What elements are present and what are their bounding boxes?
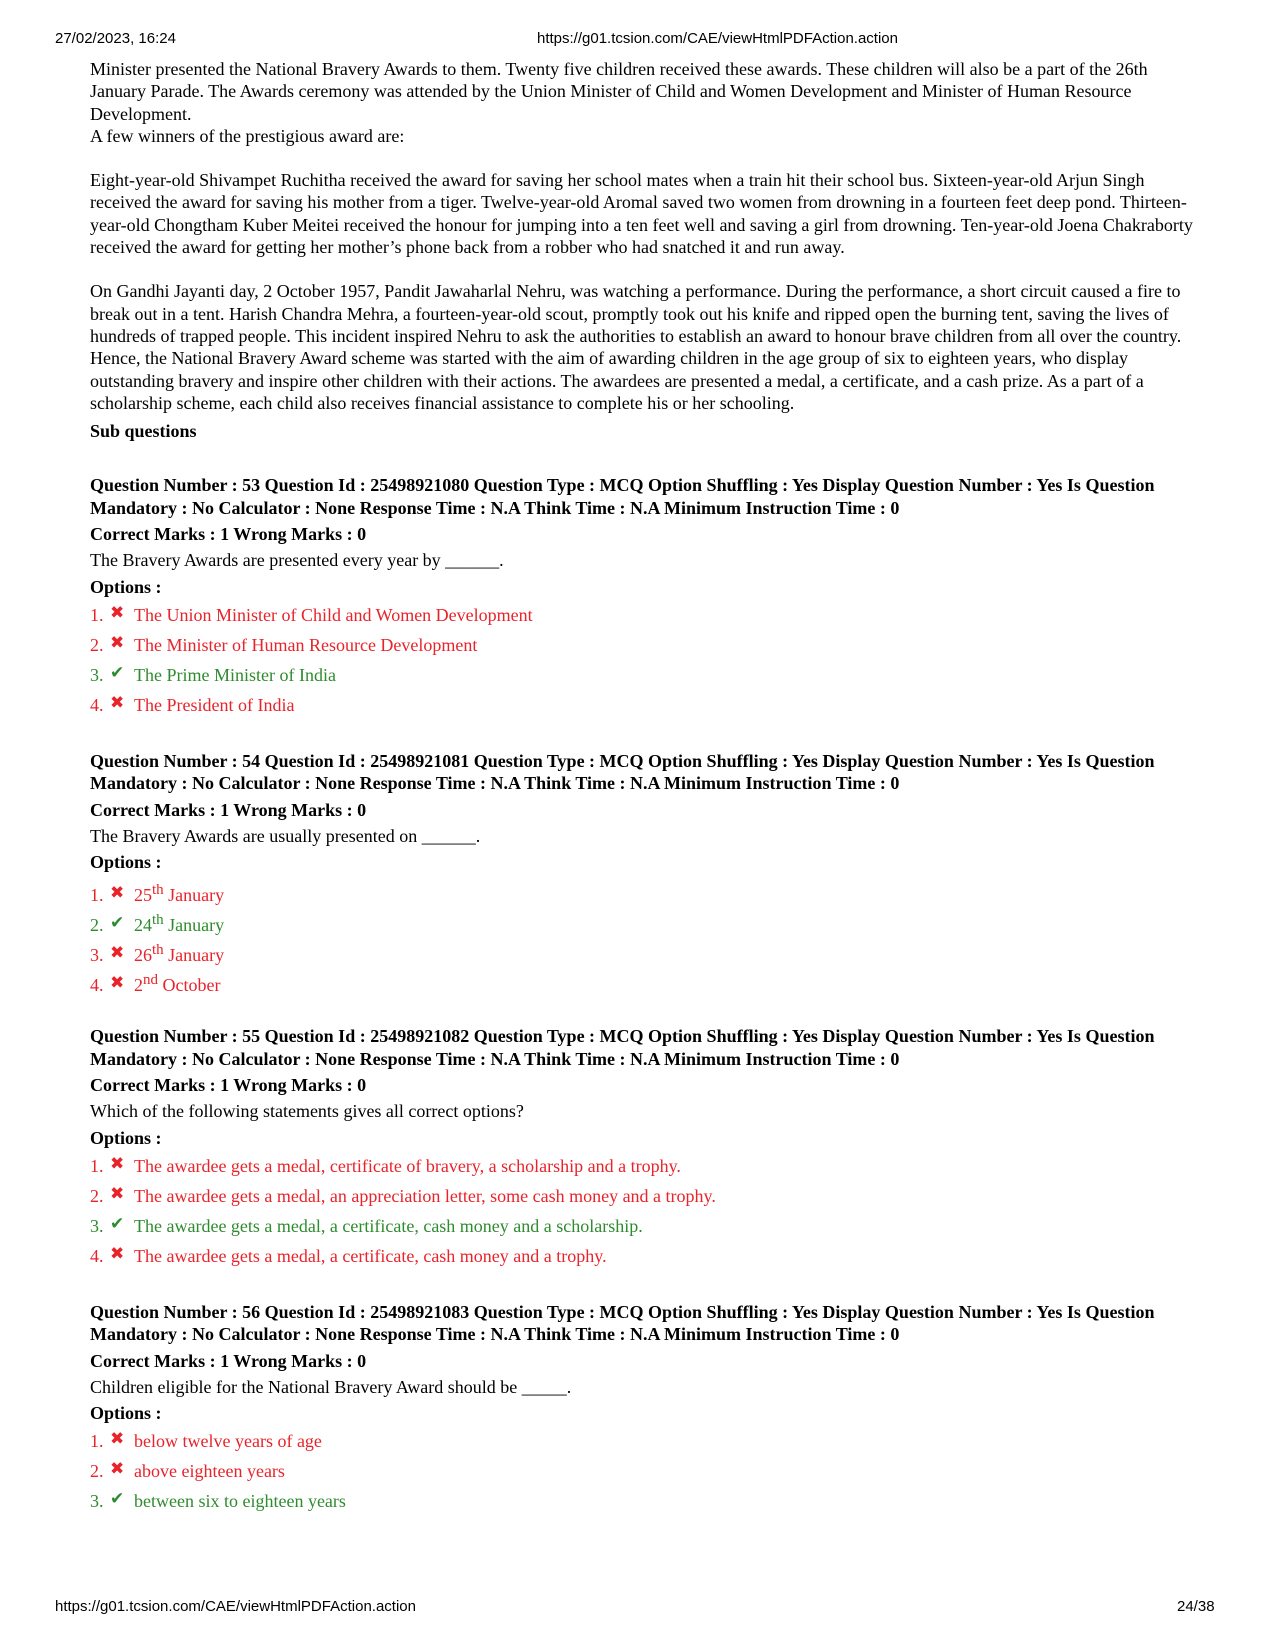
option-item (90, 1456, 1200, 1486)
option-text: above eighteen years (134, 1461, 285, 1482)
question-text: Children eligible for the National Bravery Award should be _____. (90, 1376, 572, 1397)
passage-paragraph: A few winners of the prestigious award are: (90, 125, 405, 146)
option-text: The awardee gets a medal, an appreciation letter, some cash money and a trophy. (134, 1185, 716, 1206)
option-text: The President of India (134, 694, 295, 715)
question-meta: Question Number : 54 Question Id : 25498921081 Question Type : MCQ Option Shuffling : Yes Display Question Number : Yes Is Question Mandatory : No Calculator : None Response Time : N.A Think Time : N.A Minimum Instruction Time : 0 (90, 750, 1155, 794)
options-label: Options : (90, 576, 162, 597)
option-text: The awardee gets a medal, a certificate, cash money and a scholarship. (134, 1215, 643, 1236)
question-text: The Bravery Awards are usually presented on ______. (90, 825, 481, 846)
option-month: October (158, 975, 221, 996)
option-item (90, 660, 1200, 690)
cross-mark-icon: ✖ (110, 883, 125, 904)
option-item (90, 935, 1200, 965)
cross-mark-icon: ✖ (110, 632, 125, 653)
option-number: 3. (90, 664, 104, 685)
option-item (90, 1181, 1200, 1211)
option-number: 3. (90, 1215, 104, 1236)
cross-mark-icon: ✖ (110, 692, 125, 713)
option-number: 2. (90, 1461, 104, 1482)
question-meta: Question Number : 53 Question Id : 25498921080 Question Type : MCQ Option Shuffling : Yes Display Question Number : Yes Is Question Mandatory : No Calculator : None Response Time : N.A Think Time : N.A Minimum Instruction Time : 0 (90, 475, 1155, 518)
cross-mark-icon: ✖ (110, 1429, 125, 1450)
question-text: The Bravery Awards are presented every year by ______. (90, 550, 504, 571)
document-body (90, 58, 1200, 1516)
option-number: 3. (90, 945, 104, 966)
option-text: between six to eighteen years (134, 1491, 346, 1512)
question-meta: Question Number : 56 Question Id : 25498921083 Question Type : MCQ Option Shuffling : Yes Display Question Number : Yes Is Question Mandatory : No Calculator : None Response Time : N.A Think Time : N.A Minimum Instruction Time : 0 (90, 1301, 1155, 1345)
question-marks: Correct Marks : 1 Wrong Marks : 0 (90, 524, 367, 545)
question-block (90, 474, 1200, 719)
option-text: below twelve years of age (134, 1431, 322, 1452)
option-text: The awardee gets a medal, a certificate, cash money and a trophy. (134, 1245, 607, 1266)
option-item (90, 690, 1200, 720)
cross-mark-icon: ✖ (110, 1459, 125, 1480)
option-number: 1. (90, 1431, 104, 1452)
cross-mark-icon: ✖ (110, 973, 125, 994)
option-number: 1. (90, 604, 104, 625)
option-number: 3. (90, 1491, 104, 1512)
option-day: 2 (134, 975, 143, 996)
option-ordinal: nd (143, 972, 158, 989)
option-item (90, 1426, 1200, 1456)
passage-paragraph: Minister presented the National Bravery Awards to them. Twenty five children received these awards. These children will also be a part of the 26th January Parade. The Awards ceremony was attended by the Union Minister of Child and Women Development and Minister of Human Resource Development. (90, 59, 1148, 124)
check-mark-icon: ✔ (110, 662, 125, 683)
option-number: 1. (90, 885, 104, 906)
question-meta: Question Number : 55 Question Id : 25498921082 Question Type : MCQ Option Shuffling : Yes Display Question Number : Yes Is Question Mandatory : No Calculator : None Response Time : N.A Think Time : N.A Minimum Instruction Time : 0 (90, 1026, 1155, 1069)
check-mark-icon: ✔ (110, 1489, 125, 1510)
option-item (90, 905, 1200, 935)
options-label: Options : (90, 1127, 162, 1148)
option-number: 2. (90, 634, 104, 655)
cross-mark-icon: ✖ (110, 1153, 125, 1174)
option-number: 1. (90, 1155, 104, 1176)
option-month: January (163, 885, 225, 906)
print-header-url: https://g01.tcsion.com/CAE/viewHtmlPDFAction.action (537, 30, 898, 47)
options-label: Options : (90, 852, 162, 873)
option-text: The Prime Minister of India (134, 664, 336, 685)
option-item (90, 1241, 1200, 1271)
page-number: 24/38 (1177, 1598, 1215, 1615)
passage-paragraph: Eight-year-old Shivampet Ruchitha received the award for saving her school mates when a train hit their school bus. Sixteen-year-old Arjun Singh received the award for saving his mother from a tiger. Twelve-year-old Aromal saved two women from drowning in a fourteen feet deep pond. Thirteen-year-old Chongtham Kuber Meitei received the honour for jumping into a ten feet well and saving a girl from drowning. Ten-year-old Joena Chakraborty received the award for getting her mother’s phone back from a robber who had snatched it and run away. (90, 170, 1193, 258)
option-text: The Minister of Human Resource Development (134, 634, 478, 655)
check-mark-icon: ✔ (110, 1213, 125, 1234)
question-marks: Correct Marks : 1 Wrong Marks : 0 (90, 1350, 367, 1371)
options-label: Options : (90, 1403, 162, 1424)
option-day: 25 (134, 885, 152, 906)
passage-paragraph: On Gandhi Jayanti day, 2 October 1957, Pandit Jawaharlal Nehru, was watching a performance. During the performance, a short circuit caused a fire to break out in a tent. Harish Chandra Mehra, a fourteen-year-old scout, promptly took out his knife and ripped open the burning tent, saving the lives of hundreds of trapped people. This incident inspired Nehru to ask the authorities to establish an award to honour brave children from all over the country. Hence, the National Bravery Award scheme was started with the aim of awarding children in the age group of six to eighteen years, who display outstanding bravery and inspire other children with their actions. The awardees are presented a medal, a certificate, and a cash prize. As a part of a scholarship scheme, each child also receives financial assistance to complete his or her schooling. (90, 281, 1182, 413)
question-marks: Correct Marks : 1 Wrong Marks : 0 (90, 799, 367, 820)
option-ordinal: th (152, 882, 164, 899)
option-item (90, 1486, 1200, 1516)
option-item (90, 600, 1200, 630)
option-number: 4. (90, 975, 104, 996)
cross-mark-icon: ✖ (110, 1243, 125, 1264)
option-item (90, 1211, 1200, 1241)
option-item (90, 630, 1200, 660)
question-block (90, 1301, 1200, 1516)
option-item (90, 1151, 1200, 1181)
print-footer-url: https://g01.tcsion.com/CAE/viewHtmlPDFAction.action (55, 1598, 416, 1615)
option-item (90, 965, 1200, 995)
option-text: The Union Minister of Child and Women Development (134, 604, 533, 625)
question-marks: Correct Marks : 1 Wrong Marks : 0 (90, 1075, 367, 1096)
option-ordinal: th (152, 912, 164, 929)
cross-mark-icon: ✖ (110, 943, 125, 964)
option-item (90, 875, 1200, 905)
print-datetime: 27/02/2023, 16:24 (55, 30, 176, 47)
question-block (90, 750, 1200, 995)
check-mark-icon: ✔ (110, 913, 125, 934)
option-text: The awardee gets a medal, certificate of bravery, a scholarship and a trophy. (134, 1155, 681, 1176)
option-number: 2. (90, 915, 104, 936)
option-number: 2. (90, 1185, 104, 1206)
option-number: 4. (90, 694, 104, 715)
option-number: 4. (90, 1245, 104, 1266)
option-ordinal: th (152, 942, 164, 959)
sub-questions-heading: Sub questions (90, 421, 197, 442)
cross-mark-icon: ✖ (110, 1183, 125, 1204)
question-block (90, 1025, 1200, 1270)
question-text: Which of the following statements gives all correct options? (90, 1101, 524, 1122)
option-day: 26 (134, 945, 152, 966)
option-month: January (163, 915, 225, 936)
cross-mark-icon: ✖ (110, 602, 125, 623)
option-day: 24 (134, 915, 152, 936)
option-month: January (163, 945, 225, 966)
